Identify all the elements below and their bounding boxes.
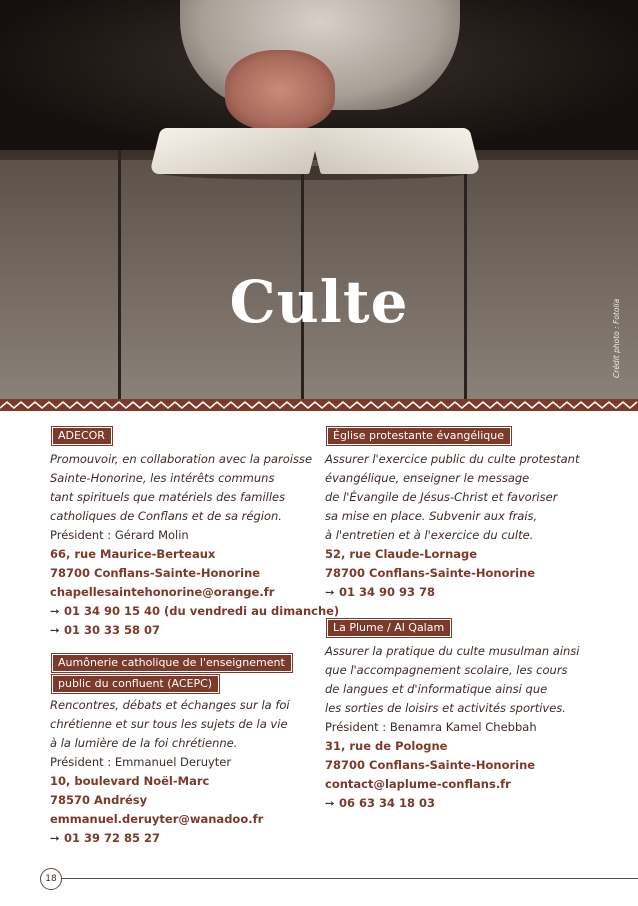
footer-rule	[60, 878, 638, 879]
arrow-right-icon: ➙	[50, 604, 60, 618]
description-line: à la lumière de la foi chrétienne.	[50, 736, 238, 750]
left-column	[50, 424, 340, 862]
hero-photo	[0, 0, 638, 402]
open-bible	[155, 128, 475, 178]
phone-number[interactable]: 01 34 90 15 40 (du vendredi au dimanche)	[64, 604, 340, 618]
org-la-plume	[325, 616, 615, 813]
phone-line	[50, 621, 320, 640]
president: Président : Gérard Molin	[50, 528, 189, 542]
description-line: que l'accompagnement scolaire, les cours	[325, 663, 568, 677]
phone-line	[325, 583, 615, 602]
email-link[interactable]: chapellesaintehonorine@orange.fr	[50, 585, 275, 599]
email-link[interactable]: emmanuel.deruyter@wanadoo.fr	[50, 812, 264, 826]
description-line: tant spirituels que matériels des familles	[50, 490, 286, 504]
right-column	[325, 424, 615, 827]
address-city: 78570 Andrésy	[50, 793, 148, 807]
address-city: 78700 Conflans-Sainte-Honorine	[50, 566, 261, 580]
decorative-zigzag-band	[0, 399, 638, 411]
description-line: les sorties de loisirs et activités sportives.	[325, 701, 566, 715]
description-line: chrétienne et sur tous les sujets de la vie	[50, 717, 288, 731]
phone-number[interactable]: 01 30 33 58 07	[64, 623, 161, 637]
arrow-right-icon: ➙	[325, 796, 335, 810]
org-eglise-protestante	[325, 424, 615, 602]
description-line: de l'Évangile de Jésus-Christ et favoriser	[325, 490, 558, 504]
address-street: 10, boulevard Noël-Marc	[50, 774, 210, 788]
photo-credit: Crédit photo : Fotolia	[612, 298, 621, 378]
description-line: de langues et d'informatique ainsi que	[325, 682, 548, 696]
page-number: 18	[40, 868, 62, 890]
description-line: Sainte-Honorine, les intérêts communs	[50, 471, 275, 485]
description-line: Assurer l'exercice public du culte protestant	[325, 452, 580, 466]
phone-number[interactable]: 01 39 72 85 27	[64, 831, 161, 845]
description-line: catholiques de Conflans et de sa région.	[50, 509, 282, 523]
description-line: évangélique, enseigner le message	[325, 471, 530, 485]
description-line: Assurer la pratique du culte musulman ainsi	[325, 644, 580, 658]
org-tag: public du confluent (ACEPC)	[52, 675, 219, 693]
description-line: à l'entretien et à l'exercice du culte.	[325, 528, 534, 542]
president: Président : Emmanuel Deruyter	[50, 755, 232, 769]
arrow-right-icon: ➙	[325, 585, 335, 599]
description-line: sa mise en place. Subvenir aux frais,	[325, 509, 538, 523]
org-tag: ADECOR	[52, 427, 112, 445]
praying-hands	[225, 50, 335, 130]
phone-number[interactable]: 06 63 34 18 03	[339, 796, 436, 810]
phone-line	[50, 829, 320, 848]
description-line: Rencontres, débats et échanges sur la foi	[50, 698, 290, 712]
org-tag: Aumônerie catholique de l'enseignement	[52, 654, 292, 672]
description-line: Promouvoir, en collaboration avec la paroisse	[50, 452, 313, 466]
org-acepc	[50, 654, 320, 848]
phone-number[interactable]: 01 34 90 93 78	[339, 585, 436, 599]
phone-line	[50, 602, 340, 621]
president: Président : Benamra Kamel Chebbah	[325, 720, 537, 734]
address-city: 78700 Conflans-Sainte-Honorine	[325, 566, 536, 580]
phone-line	[325, 794, 615, 813]
org-tag: La Plume / Al Qalam	[327, 619, 451, 637]
email-link[interactable]: contact@laplume-conflans.fr	[325, 777, 511, 791]
address-street: 66, rue Maurice-Berteaux	[50, 547, 216, 561]
org-adecor	[50, 424, 340, 640]
address-street: 52, rue Claude-Lornage	[325, 547, 478, 561]
address-street: 31, rue de Pologne	[325, 739, 448, 753]
arrow-right-icon: ➙	[50, 623, 60, 637]
arrow-right-icon: ➙	[50, 831, 60, 845]
address-city: 78700 Conflans-Sainte-Honorine	[325, 758, 536, 772]
page-title: Culte	[229, 268, 409, 336]
org-tag: Église protestante évangélique	[327, 427, 511, 445]
